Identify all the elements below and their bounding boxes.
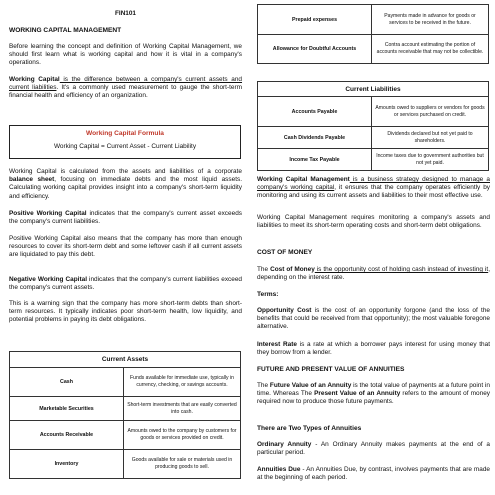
wcm-more: Working Capital Management requires monitoring a company's assets and liabilities to meet its short-term operating costs and short-term debt obligations. — [257, 214, 490, 230]
negative-wc-paragraph: Negative Working Capital indicates that the company's current liabilities exceed the company's current assets. — [9, 276, 242, 292]
current-liabilities-table — [257, 81, 489, 171]
terms-heading: Terms: — [257, 291, 279, 298]
current-assets-heading: Current Assets — [10, 352, 241, 368]
table-row: Marketable Securities Short-term investments that are easily converted into cash. — [10, 397, 241, 421]
table-row: Accounts Payable Amounts owed to suppliers or vendors for goods or services purchased on credit. — [258, 97, 489, 127]
formula-title: Working Capital Formula — [86, 130, 164, 137]
table-row: Inventory Goods available for sale or materials used in producing goods to sell. — [10, 450, 241, 479]
table-row: Prepaid expenses Payments made in advance for goods or services to be received in the future. — [258, 5, 489, 35]
formula-body: Working Capital = Current Asset - Current Liability — [53, 143, 197, 150]
page-title: WORKING CAPITAL MANAGEMENT — [9, 27, 122, 34]
table-row: Cash Funds available for immediate use, typically in currency, checking, or savings accounts. — [10, 368, 241, 397]
annuity-types-heading: There are Two Types of Annuities — [257, 425, 362, 432]
assets-continued-table — [257, 4, 489, 64]
formula-box — [9, 125, 241, 159]
right-column — [255, 0, 492, 495]
ordinary-annuity-definition: Ordinary Annuity - An Ordinary Annuity makes payments at the end of a particular period. — [257, 441, 491, 457]
intro-paragraph: Before learning the concept and definition of Working Capital Management, we should first learn what is working capital and how it is vital in a company's operations. — [9, 43, 242, 67]
wcm-definition: Working Capital Management is a business strategy designed to manage a company's working capital, it ensures that the company operates efficiently by monitoring and using its current assets and liabilities to their most effective use. — [257, 176, 490, 200]
positive-wc-more: Positive Working Capital also means that the company has more than enough resources to cover its short-term debt and some leftover cash if all current assets are liquidated to pay this debt. — [9, 235, 242, 259]
calculation-paragraph: Working Capital is calculated from the assets and liabilities of a corporate balance sheet, focusing on immediate debts and the most liquid assets. Calculating working capital provides insight into a company's short-term liquidity and efficiency. — [9, 168, 242, 200]
table-row: Income Tax Payable Income taxes due to government authorities but not yet paid. — [258, 149, 489, 171]
wc-term: Working Capital — [9, 76, 60, 83]
cost-of-money-heading: COST OF MONEY — [257, 249, 313, 256]
annuity-value-paragraph: The Future Value of an Annuity is the total value of payments at a future point in time. Whereas The Present Value of an Annuity refers to the amount of money required now to produce those future payments. — [257, 382, 490, 406]
opportunity-cost-definition: Opportunity Cost is the cost of an opportunity forgone (and the loss of the benefits that could be received from that opportunity); the most valuable foregone alternative. — [257, 307, 490, 331]
warning-paragraph: This is a warning sign that the company has more short-term debts than short-term resources. It typically indicates poor short-term health, low liquidity, and potential problems in paying its debt obligations. — [9, 300, 242, 324]
current-assets-table — [9, 351, 241, 479]
positive-wc-paragraph: Positive Working Capital indicates that the company's current asset exceeds the company's current liabilities. — [9, 210, 242, 226]
table-row: Allowance for Doubtful Accounts Contra account estimating the portion of accounts receivable that may not be collectible. — [258, 35, 489, 64]
annuities-heading: FUTURE AND PRESENT VALUE OF ANNUITIES — [257, 366, 405, 373]
interest-rate-definition: Interest Rate is a rate at which a borrower pays interest for using money that they borrow from a lender. — [257, 341, 490, 357]
table-row: Cash Dividends Payable Dividends declared but not yet paid to shareholders. — [258, 127, 489, 149]
table-row: Accounts Receivable Amounts owed to the company by customers for goods or services provided on credit. — [10, 421, 241, 450]
cost-of-money-definition: The Cost of Money is the opportunity cost of holding cash instead of investing it, depending on the interest rate. — [257, 266, 490, 282]
working-capital-definition: Working Capital is the difference between a company's current assets and current liabilities. It's a commonly used measurement to gauge the short-term financial health and efficiency of an organization. — [9, 76, 243, 100]
annuities-due-definition: Annuities Due - An Annuities Due, by contrast, involves payments that are made at the beginning of each period. — [257, 466, 491, 482]
course-code: FIN101 — [115, 10, 136, 17]
left-column — [7, 0, 244, 495]
current-liabilities-heading: Current Liabilities — [258, 82, 489, 97]
